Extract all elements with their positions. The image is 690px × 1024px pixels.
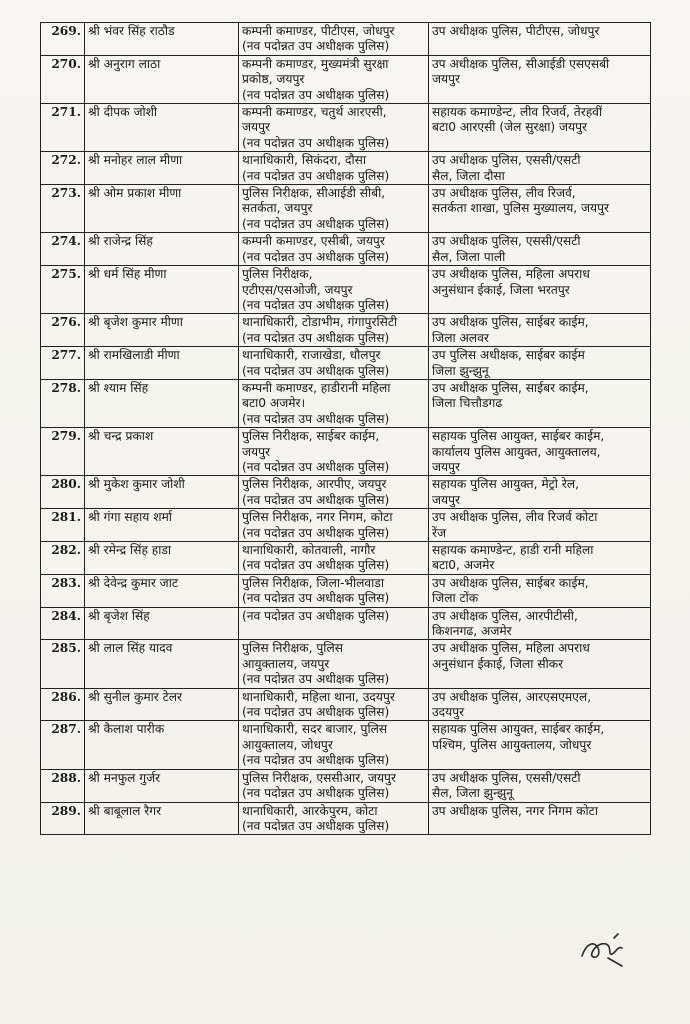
table-row bbox=[41, 476, 651, 509]
current-posting-line: पुलिस निरीक्षक, जिला-भीलवाडा bbox=[242, 575, 384, 590]
table-row bbox=[41, 428, 651, 476]
current-posting bbox=[239, 314, 429, 347]
table-row bbox=[41, 55, 651, 103]
current-posting-line: जयपुर bbox=[242, 444, 271, 459]
table-row bbox=[41, 574, 651, 607]
current-posting bbox=[239, 688, 429, 721]
current-posting-line: पुलिस निरीक्षक, आरपीए, जयपुर bbox=[242, 477, 387, 492]
new-posting-line: अनुसंधान ईकाई, जिला सीकर bbox=[432, 656, 564, 671]
current-posting bbox=[239, 152, 429, 185]
table-row bbox=[41, 266, 651, 314]
new-posting bbox=[429, 23, 651, 56]
new-posting bbox=[429, 379, 651, 427]
current-posting-line: थानाधिकारी, आरकेपुरम, कोटा bbox=[242, 803, 378, 818]
current-posting bbox=[239, 23, 429, 56]
new-posting-line: सैल, जिला दौसा bbox=[432, 168, 505, 183]
current-posting-line: सतर्कता, जयपुर bbox=[242, 201, 313, 216]
current-posting-line: पुलिस निरीक्षक, bbox=[242, 267, 313, 282]
current-posting-line: पुलिस निरीक्षक, पुलिस bbox=[242, 641, 343, 656]
officer-name: श्री कैलाश पारीक bbox=[85, 721, 239, 769]
current-posting-line: (नव पदोन्नत उप अधीक्षक पुलिस) bbox=[242, 753, 390, 768]
officer-name: श्री सुनील कुमार टेलर bbox=[85, 688, 239, 721]
current-posting-line: (नव पदोन्नत उप अधीक्षक पुलिस) bbox=[242, 39, 390, 54]
current-posting-line: पुलिस निरीक्षक, सीआईडी सीबी, bbox=[242, 186, 386, 201]
officer-name: श्री मनोहर लाल मीणा bbox=[85, 152, 239, 185]
new-posting-line: कार्यालय पुलिस आयुक्त, आयुक्तालय, bbox=[432, 444, 601, 459]
new-posting bbox=[429, 476, 651, 509]
table-row bbox=[41, 721, 651, 769]
new-posting bbox=[429, 607, 651, 640]
new-posting-line: अनुसंधान ईकाई, जिला भरतपुर bbox=[432, 282, 570, 297]
serial-number: 271. bbox=[41, 104, 85, 152]
new-posting-line: उप अधीक्षक पुलिस, साईबर काईम, bbox=[432, 575, 589, 590]
table-row bbox=[41, 23, 651, 56]
new-posting bbox=[429, 185, 651, 233]
current-posting-line: (नव पदोन्नत उप अधीक्षक पुलिस) bbox=[242, 591, 390, 606]
new-posting-line: बटा0 आरएसी (जेल सुरक्षा) जयपुर bbox=[432, 120, 588, 135]
current-posting bbox=[239, 55, 429, 103]
current-posting bbox=[239, 104, 429, 152]
new-posting bbox=[429, 314, 651, 347]
new-posting bbox=[429, 152, 651, 185]
current-posting bbox=[239, 802, 429, 835]
officer-name: श्री ओम प्रकाश मीणा bbox=[85, 185, 239, 233]
current-posting-line: बटा0 अजमेर। bbox=[242, 396, 306, 411]
new-posting-line: रेंज bbox=[432, 525, 447, 540]
officer-name: श्री बृजेश कुमार मीणा bbox=[85, 314, 239, 347]
serial-number: 269. bbox=[41, 23, 85, 56]
new-posting-line: उप अधीक्षक पुलिस, महिला अपराध bbox=[432, 267, 590, 282]
officer-name: श्री गंगा सहाय शर्मा bbox=[85, 509, 239, 542]
current-posting-line: पुलिस निरीक्षक, एससीआर, जयपुर bbox=[242, 770, 396, 785]
current-posting bbox=[239, 347, 429, 380]
current-posting-line: प्रकोष्ठ, जयपुर bbox=[242, 72, 305, 87]
current-posting bbox=[239, 266, 429, 314]
current-posting-line: पुलिस निरीक्षक, साईबर काईम, bbox=[242, 429, 380, 444]
new-posting-line: जयपुर bbox=[432, 492, 461, 507]
serial-number: 285. bbox=[41, 640, 85, 688]
new-posting-line: जयपुर bbox=[432, 459, 461, 474]
serial-number: 270. bbox=[41, 55, 85, 103]
table-row bbox=[41, 314, 651, 347]
officer-name: श्री लाल सिंह यादव bbox=[85, 640, 239, 688]
table-row bbox=[41, 640, 651, 688]
current-posting bbox=[239, 379, 429, 427]
table-row bbox=[41, 509, 651, 542]
new-posting bbox=[429, 640, 651, 688]
new-posting bbox=[429, 509, 651, 542]
serial-number: 277. bbox=[41, 347, 85, 380]
new-posting-line: उप अधीक्षक पुलिस, एससी/एसटी bbox=[432, 770, 581, 785]
current-posting-line: (नव पदोन्नत उप अधीक्षक पुलिस) bbox=[242, 672, 390, 687]
current-posting-line: कम्पनी कमाण्डर, हाडीरानी महिला bbox=[242, 380, 391, 395]
new-posting-line: जिला झुन्झुनू bbox=[432, 363, 489, 378]
new-posting-line: सैल, जिला पाली bbox=[432, 249, 506, 264]
new-posting-line: जयपुर bbox=[432, 72, 461, 87]
new-posting-line: उप अधीक्षक पुलिस, आरएसएमएल, bbox=[432, 689, 592, 704]
new-posting-line: सहायक पुलिस आयुक्त, मेट्रो रेल, bbox=[432, 477, 579, 492]
serial-number: 280. bbox=[41, 476, 85, 509]
current-posting-line: आयुक्तालय, जोधपुर bbox=[242, 737, 333, 752]
current-posting-line: कम्पनी कमाण्डर, चतुर्थ आरएसी, bbox=[242, 105, 387, 120]
current-posting bbox=[239, 721, 429, 769]
new-posting bbox=[429, 55, 651, 103]
new-posting-line: उप अधीक्षक पुलिस, महिला अपराध bbox=[432, 641, 590, 656]
current-posting bbox=[239, 574, 429, 607]
current-posting-line: (नव पदोन्नत उप अधीक्षक पुलिस) bbox=[242, 411, 390, 426]
transfer-table bbox=[40, 22, 651, 835]
current-posting-line: थानाधिकारी, कोतवाली, नागौर bbox=[242, 543, 376, 557]
new-posting bbox=[429, 688, 651, 721]
new-posting bbox=[429, 266, 651, 314]
officer-name: श्री दीपक जोशी bbox=[85, 104, 239, 152]
serial-number: 276. bbox=[41, 314, 85, 347]
current-posting bbox=[239, 640, 429, 688]
officer-name: श्री श्याम सिंह bbox=[85, 379, 239, 427]
current-posting-line: आयुक्तालय, जयपुर bbox=[242, 656, 330, 671]
serial-number: 286. bbox=[41, 688, 85, 721]
current-posting bbox=[239, 542, 429, 575]
current-posting bbox=[239, 185, 429, 233]
serial-number: 288. bbox=[41, 769, 85, 802]
officer-name: श्री मुकेश कुमार जोशी bbox=[85, 476, 239, 509]
table-row bbox=[41, 152, 651, 185]
table-row bbox=[41, 379, 651, 427]
serial-number: 287. bbox=[41, 721, 85, 769]
current-posting-line: (नव पदोन्नत उप अधीक्षक पुलिस) bbox=[242, 705, 390, 720]
new-posting-line: सहायक कमाण्डेन्ट, लीव रिजर्व, तेरहवीं bbox=[432, 105, 603, 120]
new-posting-line: सहायक कमाण्डेन्ट, हाडी रानी महिला bbox=[432, 543, 594, 557]
current-posting-line: थानाधिकारी, राजाखेडा, धौलपुर bbox=[242, 348, 381, 363]
serial-number: 281. bbox=[41, 509, 85, 542]
table-row bbox=[41, 542, 651, 575]
new-posting bbox=[429, 802, 651, 835]
new-posting-line: पश्चिम, पुलिस आयुक्तालय, जोधपुर bbox=[432, 737, 592, 752]
current-posting-line: (नव पदोन्नत उप अधीक्षक पुलिस) bbox=[242, 786, 390, 801]
current-posting bbox=[239, 607, 429, 640]
new-posting bbox=[429, 574, 651, 607]
serial-number: 278. bbox=[41, 379, 85, 427]
new-posting-line: बटा0, अजमेर bbox=[432, 558, 495, 573]
table-row bbox=[41, 104, 651, 152]
current-posting-line: (नव पदोन्नत उप अधीक्षक पुलिस) bbox=[242, 135, 390, 150]
current-posting-line: (नव पदोन्नत उप अधीक्षक पुलिस) bbox=[242, 330, 390, 345]
new-posting-line: उप अधीक्षक पुलिस, सीआईडी एसएसबी bbox=[432, 56, 610, 71]
current-posting-line: थानाधिकारी, सदर बाजार, पुलिस bbox=[242, 722, 388, 737]
current-posting-line: (नव पदोन्नत उप अधीक्षक पुलिस) bbox=[242, 608, 390, 623]
new-posting-line: उप अधीक्षक पुलिस, एससी/एसटी bbox=[432, 234, 581, 249]
serial-number: 272. bbox=[41, 152, 85, 185]
officer-name: श्री मनफुल गुर्जर bbox=[85, 769, 239, 802]
officer-name: श्री रमेन्द्र सिंह हाडा bbox=[85, 542, 239, 575]
new-posting-line: उप अधीक्षक पुलिस, आरपीटीसी, bbox=[432, 608, 578, 623]
new-posting bbox=[429, 428, 651, 476]
current-posting-line: (नव पदोन्नत उप अधीक्षक पुलिस) bbox=[242, 87, 390, 102]
table-row bbox=[41, 769, 651, 802]
table-row bbox=[41, 607, 651, 640]
table-row bbox=[41, 802, 651, 835]
new-posting-line: उदयपुर bbox=[432, 705, 465, 720]
table-row bbox=[41, 185, 651, 233]
current-posting-line: (नव पदोन्नत उप अधीक्षक पुलिस) bbox=[242, 558, 390, 573]
officer-name: श्री बृजेश सिंह bbox=[85, 607, 239, 640]
signature-mark bbox=[578, 926, 630, 970]
serial-number: 289. bbox=[41, 802, 85, 835]
serial-number: 283. bbox=[41, 574, 85, 607]
transfer-table-body bbox=[41, 23, 651, 835]
officer-name: श्री बाबूलाल रैगर bbox=[85, 802, 239, 835]
new-posting-line: उप अधीक्षक पुलिस, एससी/एसटी bbox=[432, 153, 581, 168]
current-posting-line: (नव पदोन्नत उप अधीक्षक पुलिस) bbox=[242, 249, 390, 264]
new-posting bbox=[429, 769, 651, 802]
current-posting-line: कम्पनी कमाण्डर, पीटीएस, जोधपुर bbox=[242, 24, 395, 38]
serial-number: 275. bbox=[41, 266, 85, 314]
current-posting-line: (नव पदोन्नत उप अधीक्षक पुलिस) bbox=[242, 168, 390, 183]
officer-name: श्री चन्द्र प्रकाश bbox=[85, 428, 239, 476]
current-posting-line: (नव पदोन्नत उप अधीक्षक पुलिस) bbox=[242, 818, 390, 833]
current-posting-line: (नव पदोन्नत उप अधीक्षक पुलिस) bbox=[242, 459, 390, 474]
current-posting-line: पुलिस निरीक्षक, नगर निगम, कोटा bbox=[242, 510, 393, 525]
current-posting-line: थानाधिकारी, महिला थाना, उदयपुर bbox=[242, 689, 395, 704]
current-posting-line: (नव पदोन्नत उप अधीक्षक पुलिस) bbox=[242, 525, 390, 540]
officer-name: श्री अनुराग लाठा bbox=[85, 55, 239, 103]
serial-number: 284. bbox=[41, 607, 85, 640]
new-posting-line: उप अधीक्षक पुलिस, नगर निगम कोटा bbox=[432, 803, 598, 818]
new-posting-line: जिला चित्तौडगढ bbox=[432, 396, 503, 411]
new-posting-line: जिला टोंक bbox=[432, 591, 479, 606]
new-posting-line: उप अधीक्षक पुलिस, पीटीएस, जोधपुर bbox=[432, 24, 600, 38]
new-posting bbox=[429, 233, 651, 266]
new-posting-line: जिला अलवर bbox=[432, 330, 489, 345]
current-posting-line: थानाधिकारी, सिकंदरा, दौसा bbox=[242, 153, 367, 168]
new-posting bbox=[429, 721, 651, 769]
officer-name: श्री धर्म सिंह मीणा bbox=[85, 266, 239, 314]
current-posting-line: (नव पदोन्नत उप अधीक्षक पुलिस) bbox=[242, 363, 390, 378]
current-posting-line: थानाधिकारी, टोडाभीम, गंगापुरसिटी bbox=[242, 315, 398, 330]
new-posting-line: सहायक पुलिस आयुक्त, साईबर काईम, bbox=[432, 429, 605, 444]
current-posting bbox=[239, 233, 429, 266]
current-posting-line: एटीएस/एसओजी, जयपुर bbox=[242, 282, 353, 297]
current-posting bbox=[239, 476, 429, 509]
current-posting bbox=[239, 509, 429, 542]
new-posting bbox=[429, 347, 651, 380]
current-posting-line: जयपुर bbox=[242, 120, 271, 135]
new-posting-line: उप अधीक्षक पुलिस, साईबर काईम, bbox=[432, 380, 589, 395]
officer-name: श्री रामखिलाडी मीणा bbox=[85, 347, 239, 380]
officer-name: श्री भंवर सिंह राठौड bbox=[85, 23, 239, 56]
current-posting-line: (नव पदोन्नत उप अधीक्षक पुलिस) bbox=[242, 297, 390, 312]
current-posting bbox=[239, 428, 429, 476]
serial-number: 279. bbox=[41, 428, 85, 476]
new-posting-line: उप अधीक्षक पुलिस, लीव रिजर्व, bbox=[432, 186, 576, 201]
officer-name: श्री राजेन्द्र सिंह bbox=[85, 233, 239, 266]
table-row bbox=[41, 347, 651, 380]
current-posting-line: (नव पदोन्नत उप अधीक्षक पुलिस) bbox=[242, 492, 390, 507]
table-row bbox=[41, 688, 651, 721]
current-posting bbox=[239, 769, 429, 802]
current-posting-line: कम्पनी कमाण्डर, मुख्यमंत्री सुरक्षा bbox=[242, 56, 389, 71]
table-row bbox=[41, 233, 651, 266]
new-posting-line: उप अधीक्षक पुलिस, साईबर काईम, bbox=[432, 315, 589, 330]
officer-name: श्री देवेन्द्र कुमार जाट bbox=[85, 574, 239, 607]
current-posting-line: (नव पदोन्नत उप अधीक्षक पुलिस) bbox=[242, 216, 390, 231]
new-posting-line: उप अधीक्षक पुलिस, लीव रिजर्व कोटा bbox=[432, 510, 598, 525]
new-posting bbox=[429, 542, 651, 575]
new-posting-line: सहायक पुलिस आयुक्त, साईबर काईम, bbox=[432, 722, 605, 737]
new-posting-line: सतर्कता शाखा, पुलिस मुख्यालय, जयपुर bbox=[432, 201, 610, 216]
new-posting-line: सैल, जिला झुन्झुनू bbox=[432, 786, 513, 801]
serial-number: 274. bbox=[41, 233, 85, 266]
serial-number: 282. bbox=[41, 542, 85, 575]
new-posting-line: किशनगढ, अजमेर bbox=[432, 624, 512, 639]
serial-number: 273. bbox=[41, 185, 85, 233]
new-posting-line: उप पुलिस अधीक्षक, साईबर काईम bbox=[432, 348, 585, 363]
new-posting bbox=[429, 104, 651, 152]
current-posting-line: कम्पनी कमाण्डर, एसीबी, जयपुर bbox=[242, 234, 385, 249]
